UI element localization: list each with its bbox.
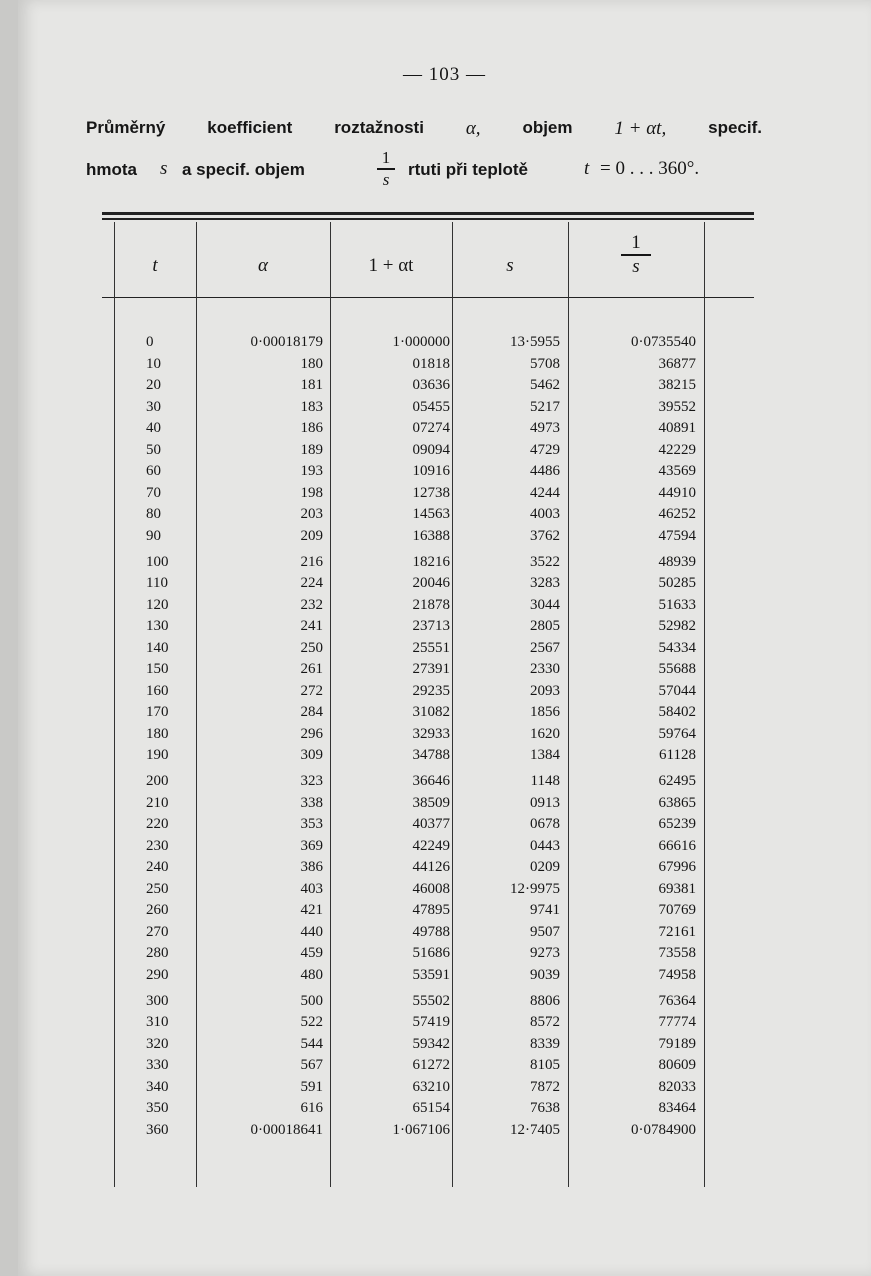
cell-volume: 25551 [412, 639, 450, 656]
cell-density: 9273 [530, 945, 560, 962]
cell-volume: 51686 [412, 945, 450, 962]
cell-specific-volume: 65239 [658, 816, 696, 833]
heading-word: a specif. objem [182, 160, 305, 179]
cell-alpha: 353 [300, 816, 323, 833]
cell-specific-volume: 73558 [658, 945, 696, 962]
cell-density: 2093 [530, 682, 560, 699]
page-number: — 103 — [403, 64, 486, 85]
cell-alpha: 216 [300, 553, 323, 570]
cell-density: 1620 [530, 725, 560, 742]
cell-density: 4486 [530, 463, 560, 480]
cell-specific-volume: 72161 [658, 923, 696, 940]
cell-volume: 46008 [412, 880, 450, 897]
table-row [18, 859, 871, 878]
cell-volume: 10916 [412, 463, 450, 480]
table-row [18, 1057, 871, 1076]
cell-alpha: 309 [300, 747, 323, 764]
cell-volume: 05455 [412, 398, 450, 415]
table-row [18, 924, 871, 943]
table-row [18, 1122, 871, 1141]
cell-density: 8806 [530, 992, 560, 1009]
cell-density: 12·9975 [510, 880, 560, 897]
table-row [18, 795, 871, 814]
cell-specific-volume: 63865 [658, 794, 696, 811]
cell-specific-volume: 50285 [658, 575, 696, 592]
cell-density: 5708 [530, 355, 560, 372]
table-top-rule [102, 212, 754, 215]
cell-volume: 03636 [412, 377, 450, 394]
cell-density: 3522 [530, 553, 560, 570]
column-header-density: s [506, 255, 514, 276]
cell-volume: 49788 [412, 923, 450, 940]
cell-specific-volume: 43569 [658, 463, 696, 480]
cell-volume: 57419 [412, 1014, 450, 1031]
table-row [18, 334, 871, 353]
cell-alpha: 323 [300, 773, 323, 789]
cell-temperature: 80 [146, 506, 161, 523]
cell-volume: 65154 [412, 1100, 450, 1117]
cell-density: 0443 [530, 837, 560, 854]
cell-density: 4244 [530, 484, 560, 501]
cell-temperature: 0 [146, 334, 154, 350]
cell-density: 2330 [530, 661, 560, 678]
table-row [18, 967, 871, 986]
cell-temperature: 260 [146, 902, 169, 919]
cell-temperature: 270 [146, 923, 169, 940]
cell-specific-volume: 66616 [658, 837, 696, 854]
cell-temperature: 150 [146, 661, 169, 678]
cell-density: 2805 [530, 618, 560, 635]
column-header-specific-volume [621, 232, 651, 278]
cell-temperature: 320 [146, 1035, 169, 1052]
cell-alpha: 403 [300, 880, 323, 897]
cell-volume: 16388 [412, 527, 450, 544]
cell-temperature: 230 [146, 837, 169, 854]
cell-temperature: 220 [146, 816, 169, 833]
cell-alpha: 189 [300, 441, 323, 458]
column-header-t: t [152, 255, 158, 276]
cell-density: 0678 [530, 816, 560, 833]
cell-specific-volume: 0·0735540 [631, 334, 696, 350]
cell-specific-volume: 62495 [658, 773, 696, 789]
cell-volume: 38509 [412, 794, 450, 811]
cell-alpha: 338 [300, 794, 323, 811]
cell-volume: 07274 [412, 420, 450, 437]
cell-temperature: 20 [146, 377, 161, 394]
cell-specific-volume: 54334 [658, 639, 696, 656]
table-row [18, 420, 871, 439]
cell-specific-volume: 36877 [658, 355, 696, 372]
cell-alpha: 261 [300, 661, 323, 678]
cell-specific-volume: 79189 [658, 1035, 696, 1052]
cell-alpha: 250 [300, 639, 323, 656]
cell-temperature: 90 [146, 527, 161, 544]
heading-line-1 [86, 118, 762, 140]
cell-volume: 40377 [412, 816, 450, 833]
cell-density: 3762 [530, 527, 560, 544]
table-top-rule-thin [102, 218, 754, 220]
fraction-denominator: s [382, 169, 390, 189]
cell-alpha: 500 [300, 992, 323, 1009]
cell-alpha: 284 [300, 704, 323, 721]
cell-alpha: 616 [300, 1100, 323, 1117]
table-row [18, 356, 871, 375]
cell-temperature: 240 [146, 859, 169, 876]
cell-volume: 61272 [412, 1057, 450, 1074]
cell-volume: 42249 [412, 837, 450, 854]
table-row [18, 442, 871, 461]
cell-alpha: 480 [300, 966, 323, 983]
cell-volume: 12738 [412, 484, 450, 501]
table-row [18, 640, 871, 659]
cell-temperature: 100 [146, 553, 169, 570]
table-row [18, 575, 871, 594]
cell-density: 4973 [530, 420, 560, 437]
table-row [18, 1014, 871, 1033]
cell-density: 7638 [530, 1100, 560, 1117]
cell-volume: 29235 [412, 682, 450, 699]
cell-alpha: 440 [300, 923, 323, 940]
cell-temperature: 280 [146, 945, 169, 962]
fraction-numerator: 1 [381, 148, 391, 167]
cell-temperature: 110 [146, 575, 168, 592]
cell-specific-volume: 67996 [658, 859, 696, 876]
cell-alpha: 203 [300, 506, 323, 523]
heading-word: Průměrný [86, 118, 166, 137]
cell-specific-volume: 40891 [658, 420, 696, 437]
cell-density: 3283 [530, 575, 560, 592]
table-row [18, 485, 871, 504]
heading-word: koefficient [207, 118, 293, 137]
cell-density: 13·5955 [510, 334, 560, 350]
table-row [18, 463, 871, 482]
cell-density: 4729 [530, 441, 560, 458]
cell-alpha: 369 [300, 837, 323, 854]
cell-density: 5217 [530, 398, 560, 415]
cell-specific-volume: 47594 [658, 527, 696, 544]
cell-alpha: 180 [300, 355, 323, 372]
cell-temperature: 120 [146, 596, 169, 613]
cell-temperature: 50 [146, 441, 161, 458]
table-row [18, 838, 871, 857]
cell-specific-volume: 58402 [658, 704, 696, 721]
table-row [18, 747, 871, 766]
cell-volume: 23713 [412, 618, 450, 635]
cell-temperature: 10 [146, 355, 161, 372]
cell-volume: 01818 [412, 355, 450, 372]
fraction-numerator: 1 [631, 232, 641, 253]
cell-alpha: 386 [300, 859, 323, 876]
cell-specific-volume: 69381 [658, 880, 696, 897]
heading-line-2 [86, 148, 762, 194]
cell-density: 5462 [530, 377, 560, 394]
cell-temperature: 310 [146, 1014, 169, 1031]
cell-volume: 14563 [412, 506, 450, 523]
column-header-alpha: α [258, 255, 268, 276]
cell-alpha: 232 [300, 596, 323, 613]
cell-specific-volume: 70769 [658, 902, 696, 919]
cell-volume: 20046 [412, 575, 450, 592]
cell-volume: 32933 [412, 725, 450, 742]
cell-specific-volume: 57044 [658, 682, 696, 699]
cell-alpha: 591 [300, 1078, 323, 1095]
cell-alpha: 522 [300, 1014, 323, 1031]
cell-volume: 21878 [412, 596, 450, 613]
cell-specific-volume: 38215 [658, 377, 696, 394]
cell-volume: 44126 [412, 859, 450, 876]
cell-temperature: 30 [146, 398, 161, 415]
table-row [18, 661, 871, 680]
table-row [18, 881, 871, 900]
cell-volume: 27391 [412, 661, 450, 678]
cell-temperature: 350 [146, 1100, 169, 1117]
cell-alpha: 0·00018641 [250, 1121, 323, 1138]
cell-alpha: 181 [300, 377, 323, 394]
cell-temperature: 190 [146, 747, 169, 764]
table-header-rule [102, 297, 754, 298]
book-page [18, 0, 871, 1276]
cell-density: 1148 [530, 773, 560, 789]
cell-volume: 34788 [412, 747, 450, 764]
cell-specific-volume: 39552 [658, 398, 696, 415]
table-row [18, 506, 871, 525]
cell-density: 8339 [530, 1035, 560, 1052]
heading-t: t [584, 158, 590, 179]
cell-volume: 55502 [412, 992, 450, 1009]
cell-alpha: 567 [300, 1057, 323, 1074]
heading-s: s [160, 158, 168, 179]
cell-temperature: 340 [146, 1078, 169, 1095]
cell-density: 3044 [530, 596, 560, 613]
cell-specific-volume: 0·0784900 [631, 1121, 696, 1138]
cell-volume: 31082 [412, 704, 450, 721]
cell-alpha: 193 [300, 463, 323, 480]
table-row [18, 618, 871, 637]
cell-temperature: 200 [146, 773, 169, 789]
cell-alpha: 183 [300, 398, 323, 415]
table-row [18, 528, 871, 547]
cell-specific-volume: 55688 [658, 661, 696, 678]
table-row [18, 945, 871, 964]
cell-specific-volume: 83464 [658, 1100, 696, 1117]
cell-temperature: 210 [146, 794, 169, 811]
cell-density: 1384 [530, 747, 560, 764]
cell-temperature: 300 [146, 992, 169, 1009]
cell-density: 2567 [530, 639, 560, 656]
cell-temperature: 160 [146, 682, 169, 699]
cell-specific-volume: 82033 [658, 1078, 696, 1095]
cell-density: 8105 [530, 1057, 560, 1074]
cell-alpha: 198 [300, 484, 323, 501]
cell-specific-volume: 48939 [658, 553, 696, 570]
cell-density: 12·7405 [510, 1121, 560, 1138]
heading-fraction [377, 148, 395, 190]
cell-density: 4003 [530, 506, 560, 523]
table-row [18, 554, 871, 573]
cell-density: 0913 [530, 794, 560, 811]
cell-density: 9507 [530, 923, 560, 940]
table-row [18, 377, 871, 396]
table-row [18, 683, 871, 702]
cell-density: 9039 [530, 966, 560, 983]
cell-volume: 36646 [412, 773, 450, 789]
cell-volume: 53591 [412, 966, 450, 983]
cell-density: 8572 [530, 1014, 560, 1031]
heading-word: roztažnosti [334, 118, 424, 137]
table-row [18, 993, 871, 1012]
cell-specific-volume: 80609 [658, 1057, 696, 1074]
cell-volume: 47895 [412, 902, 450, 919]
cell-alpha: 0·00018179 [250, 334, 323, 350]
cell-specific-volume: 61128 [659, 747, 696, 764]
heading-word: specif. [708, 118, 762, 137]
heading-range: = 0 . . . 360°. [600, 158, 700, 179]
cell-density: 7872 [530, 1078, 560, 1095]
cell-specific-volume: 44910 [658, 484, 696, 501]
cell-volume: 18216 [412, 553, 450, 570]
cell-alpha: 544 [300, 1035, 323, 1052]
cell-specific-volume: 51633 [658, 596, 696, 613]
cell-volume: 59342 [412, 1035, 450, 1052]
table-row [18, 1079, 871, 1098]
heading-word: objem [522, 118, 573, 137]
cell-density: 0209 [530, 859, 560, 876]
cell-temperature: 60 [146, 463, 161, 480]
cell-temperature: 170 [146, 704, 169, 721]
cell-alpha: 209 [300, 527, 323, 544]
cell-specific-volume: 52982 [658, 618, 696, 635]
cell-temperature: 40 [146, 420, 161, 437]
table-row [18, 704, 871, 723]
cell-volume: 1·000000 [392, 334, 450, 350]
cell-specific-volume: 76364 [658, 992, 696, 1009]
cell-density: 9741 [530, 902, 560, 919]
table-row [18, 1036, 871, 1055]
column-header-volume: 1 + αt [368, 255, 414, 276]
cell-specific-volume: 59764 [658, 725, 696, 742]
heading-word: hmota [86, 160, 137, 179]
heading-word: rtuti při teplotě [408, 160, 528, 179]
cell-temperature: 360 [146, 1121, 169, 1138]
heading-alpha: α, [465, 118, 481, 139]
cell-temperature: 250 [146, 880, 169, 897]
cell-specific-volume: 77774 [658, 1014, 696, 1031]
cell-alpha: 186 [300, 420, 323, 437]
table-row [18, 726, 871, 745]
cell-alpha: 272 [300, 682, 323, 699]
cell-temperature: 140 [146, 639, 169, 656]
cell-volume: 63210 [412, 1078, 450, 1095]
heading-volume-expr: 1 + αt, [614, 118, 667, 139]
cell-alpha: 224 [300, 575, 323, 592]
table-row [18, 773, 871, 792]
table-row [18, 1100, 871, 1119]
cell-density: 1856 [530, 704, 560, 721]
cell-specific-volume: 42229 [658, 441, 696, 458]
cell-temperature: 130 [146, 618, 169, 635]
cell-alpha: 421 [300, 902, 323, 919]
cell-temperature: 330 [146, 1057, 169, 1074]
cell-temperature: 290 [146, 966, 169, 983]
fraction-denominator: s [632, 255, 640, 277]
cell-temperature: 180 [146, 725, 169, 742]
cell-volume: 1·067106 [392, 1121, 450, 1138]
cell-temperature: 70 [146, 484, 161, 501]
cell-alpha: 241 [300, 618, 323, 635]
cell-specific-volume: 46252 [658, 506, 696, 523]
table-row [18, 816, 871, 835]
cell-volume: 09094 [412, 441, 450, 458]
cell-alpha: 459 [300, 945, 323, 962]
table-row [18, 597, 871, 616]
cell-specific-volume: 74958 [658, 966, 696, 983]
table-row [18, 902, 871, 921]
table-row [18, 399, 871, 418]
cell-alpha: 296 [300, 725, 323, 742]
